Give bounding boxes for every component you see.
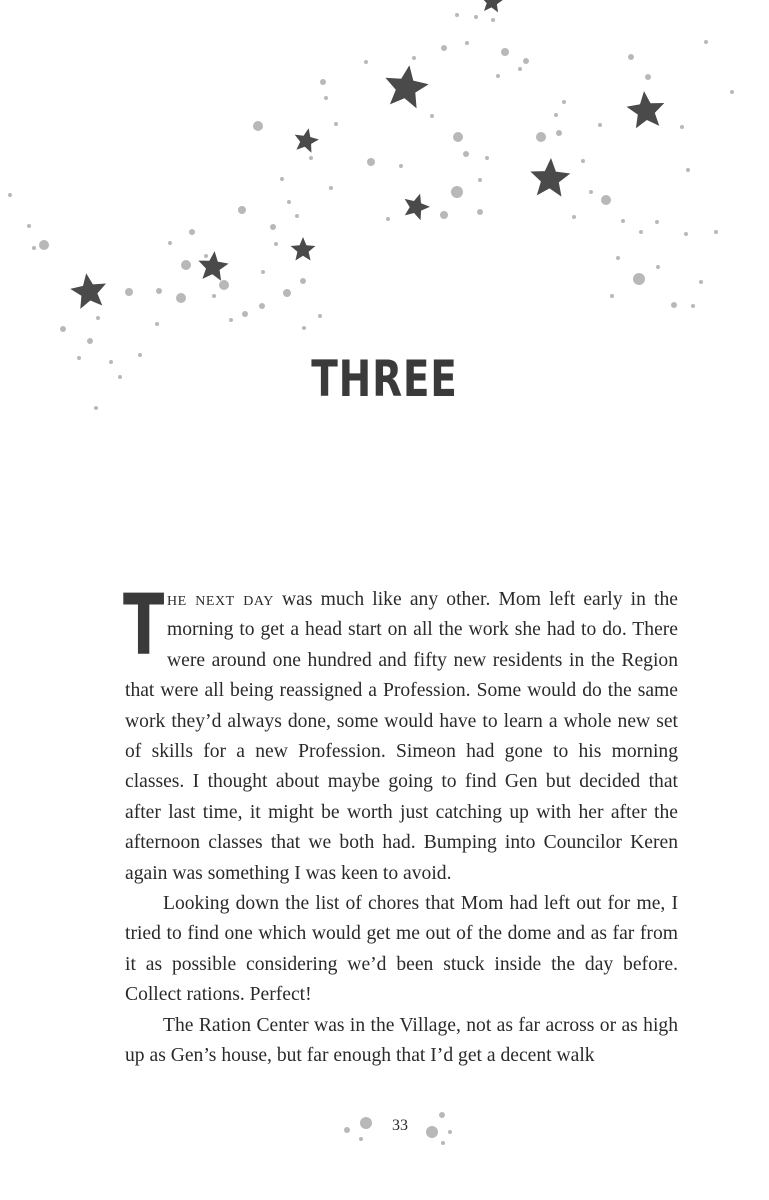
sparkle-dot <box>39 240 49 250</box>
sparkle-dot <box>219 280 229 290</box>
sparkle-dot <box>463 151 469 157</box>
star-icon <box>291 237 316 261</box>
sparkle-dot <box>518 67 522 71</box>
sparkle-dot <box>501 48 509 56</box>
sparkle-dot <box>367 158 375 166</box>
sparkle-dot <box>189 229 195 235</box>
sparkle-dot <box>412 56 416 60</box>
sparkle-dot <box>32 246 36 250</box>
sparkle-dot <box>477 209 483 215</box>
sparkle-dot <box>686 168 690 172</box>
sparkle-dot <box>451 186 463 198</box>
sparkle-dot <box>621 219 625 223</box>
sparkle-dot <box>441 45 447 51</box>
sparkle-dot <box>318 314 322 318</box>
sparkle-dot <box>671 302 677 308</box>
sparkle-dot <box>261 270 265 274</box>
footer-sparkle-dot <box>426 1126 438 1138</box>
sparkle-dot <box>465 41 469 45</box>
sparkle-dot <box>8 193 12 197</box>
sparkle-dot <box>399 164 403 168</box>
sparkle-dot <box>656 265 660 269</box>
star-icon <box>627 91 665 128</box>
star-icon <box>295 128 319 153</box>
sparkle-dot <box>229 318 233 322</box>
sparkle-dot <box>259 303 265 309</box>
sparkle-dot <box>60 326 66 332</box>
chapter-title: THREE <box>311 350 458 408</box>
sparkle-dot <box>87 338 93 344</box>
sparkle-dot <box>478 178 482 182</box>
sparkle-dot <box>485 156 489 160</box>
sparkle-dot <box>270 224 276 230</box>
sparkle-dot <box>386 217 390 221</box>
sparkle-dot <box>601 195 611 205</box>
sparkle-dot <box>440 211 448 219</box>
sparkle-dot <box>455 13 459 17</box>
sparkle-dot <box>300 278 306 284</box>
footer-sparkle-dot <box>360 1117 372 1129</box>
sparkle-dot <box>238 206 246 214</box>
sparkle-dot <box>204 254 208 258</box>
sparkle-dot <box>639 230 643 234</box>
paragraph-1-text: was much like any other. Mom left early in the morning to get a head start on all the work she had to do. There were around one hundred and fifty new residents in the Region that were all being reassigned a Profession. Some would do the same work they’d always done, some would have to learn a whole new set of skills for a new Profession. Simeon had gone to his morning classes. I thought about maybe going to find Gen but decided that after last time, it might be worth just catching up with her after the afternoon classes that we both had. Bumping into Councilor Keren again was something I was keen to avoid. <box>125 589 678 884</box>
paragraph-1 <box>123 576 678 889</box>
lead-in-small-caps: he next day <box>167 589 274 610</box>
sparkle-dot <box>562 100 566 104</box>
sparkle-dot <box>280 177 284 181</box>
footer-sparkle-dot <box>448 1130 452 1134</box>
sparkle-dot <box>523 58 529 64</box>
footer-sparkle-dot <box>439 1112 445 1118</box>
sparkle-dot <box>96 316 100 320</box>
footer-sparkle-dot <box>344 1127 350 1133</box>
sparkle-dot <box>645 74 651 80</box>
sparkle-dot <box>556 130 562 136</box>
sparkle-dot <box>572 215 576 219</box>
sparkle-dot <box>320 79 326 85</box>
sparkle-dot <box>610 294 614 298</box>
sparkle-dot <box>27 224 31 228</box>
sparkle-dot <box>168 241 172 245</box>
sparkle-dot <box>302 326 306 330</box>
footer-sparkle-dot <box>441 1141 445 1145</box>
sparkle-dot <box>295 214 299 218</box>
sparkle-dot <box>655 220 659 224</box>
star-icon <box>530 158 570 197</box>
sparkle-dot <box>491 18 495 22</box>
paragraph-3: The Ration Center was in the Village, not as far across or as high up as Gen’s house, but far enough that I’d get a decent walk <box>125 1014 678 1067</box>
sparkle-dot <box>309 156 313 160</box>
sparkle-dot <box>181 260 191 270</box>
sparkle-dot <box>633 273 645 285</box>
sparkle-dot <box>536 132 546 142</box>
sparkle-dot <box>680 125 684 129</box>
sparkle-dot <box>125 288 133 296</box>
sparkle-dot <box>684 232 688 236</box>
sparkle-dot <box>212 294 216 298</box>
sparkle-dot <box>253 121 263 131</box>
star-icon <box>481 0 504 12</box>
sparkle-dot <box>699 280 703 284</box>
sparkle-dot <box>274 242 278 246</box>
sparkle-dot <box>77 356 81 360</box>
sparkle-dot <box>453 132 463 142</box>
sparkle-dot <box>474 15 478 19</box>
sparkle-dot <box>589 190 593 194</box>
sparkle-dot <box>581 159 585 163</box>
star-icon <box>198 251 228 281</box>
page-number: 33 <box>392 1117 408 1134</box>
sparkle-dot <box>616 256 620 260</box>
sparkle-dot <box>691 304 695 308</box>
sparkle-dot <box>730 90 734 94</box>
sparkle-dot <box>554 113 558 117</box>
sparkle-dot <box>287 200 291 204</box>
paragraph-2: Looking down the list of chores that Mom had left out for me, I tried to find one which would get me out of the dome and as far from it as possible considering we’d been stuck inside the day before. Collect rations. Perfect! <box>125 893 678 1006</box>
star-icon <box>405 194 430 221</box>
sparkle-dot <box>334 122 338 126</box>
sparkle-dot <box>364 60 368 64</box>
sparkle-dot <box>155 322 159 326</box>
sparkle-dot <box>704 40 708 44</box>
drop-cap: T <box>123 576 165 674</box>
sparkle-dot <box>714 230 718 234</box>
sparkle-dot <box>628 54 634 60</box>
star-icon <box>70 273 106 309</box>
sparkle-dot <box>156 288 162 294</box>
sparkle-dot <box>242 311 248 317</box>
star-icon <box>385 65 428 108</box>
sparkle-dot <box>496 74 500 78</box>
chapter-body <box>123 576 678 1072</box>
footer-sparkle-dot <box>359 1137 363 1141</box>
sparkle-dot <box>329 186 333 190</box>
sparkle-dot <box>324 96 328 100</box>
sparkle-dot <box>283 289 291 297</box>
sparkle-dot <box>176 293 186 303</box>
sparkle-dot <box>598 123 602 127</box>
sparkle-dot <box>430 114 434 118</box>
